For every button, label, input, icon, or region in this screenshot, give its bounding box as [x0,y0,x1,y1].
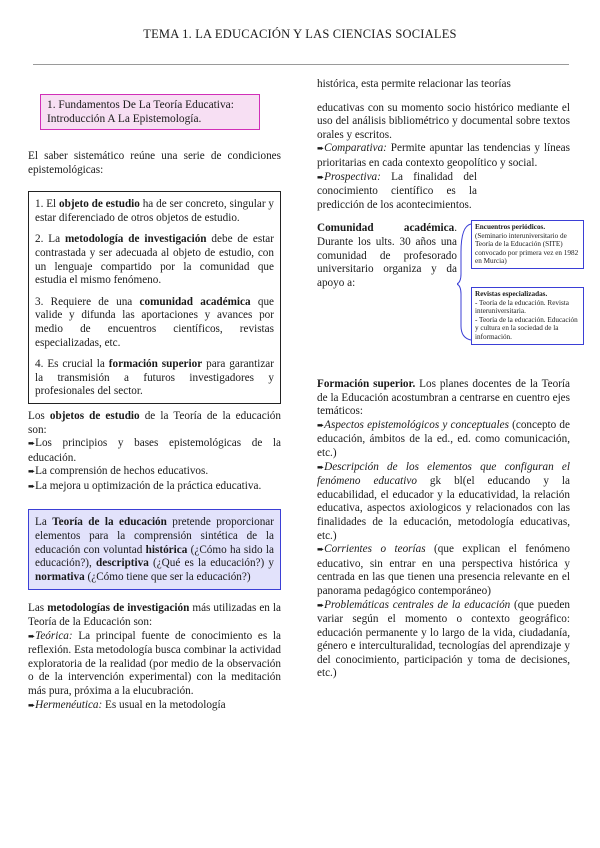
arrow-bullet-icon: ➨ [28,467,36,478]
arrow-bullet-icon: ➨ [28,439,36,450]
eje-item-1: ➨Aspectos epistemológicos y conceptuales (concepto de educación, ámbitos de la ed., ed. como comunicación, etc.) [317,418,570,459]
callout-encuentros-text: (Seminario interuniversitario de Teoría de la Educación (SITE) convocado por primera vez en 1982 en Murcia) [475,231,579,266]
teoria-box [28,509,281,590]
formacion-paragraph: Formación superior. Los planes docentes de la Teoría de la Educación acostumbran a centrarse en cuentro ejes temáticos: [317,378,570,418]
objeto-item-2: ➨La comprensión de hechos educativos. [28,465,209,478]
arrow-bullet-icon: ➨ [317,172,325,183]
intro-paragraph: El saber sistemático reúne una serie de condiciones epistemológicas: [28,150,281,176]
header-divider [33,64,569,65]
metodo-prospectiva: ➨Prospectiva: La finalidad del conocimiento científico es la predicción de los acontecimientos. [317,170,477,211]
page-header: TEMA 1. LA EDUCACIÓN Y LAS CIENCIAS SOCIALES [143,27,457,41]
arrow-bullet-icon: ➨ [317,144,325,155]
condition-3: 3. Requiere de una comunidad académica que valide y difunda las aportaciones y avances por medio de encuentros científicos, revistas especializadas, etc. [35,295,275,349]
metodologias-heading: Las metodologías de investigación más utilizadas en la Teoría de la Educación son: [28,602,281,629]
arrow-bullet-icon: ➨ [317,600,325,611]
left-column [28,94,281,713]
callout-encuentros [471,220,584,269]
arrow-bullet-icon: ➨ [317,545,325,556]
callout-revistas-item: - Teoría de la educación. Revista interuniversitaria. [475,298,569,316]
metodo-comparativa: ➨Comparativa: Permite apuntar las tendencias y líneas prioritarias en cada contexto geopolítico y social. [317,142,570,169]
arrow-bullet-icon: ➨ [317,420,325,431]
metodo-hermeneutica: ➨Hermenéutica: Es usual en la metodología [28,698,226,711]
objeto-item-3: ➨La mejora u optimización de la práctica educativa. [28,479,262,492]
continuation-line: histórica, esta permite relacionar las teorías [317,78,511,90]
arrow-bullet-icon: ➨ [28,631,36,642]
metodo-teorica: ➨Teórica: La principal fuente de conocimiento es la reflexión. Esta metodología busca combinar la actividad exploratoria de la realidad (por medio de la observación o de la intervención experimental) con la meditación más pura, próxima a la elucubración. [28,629,281,697]
section-title-box [40,94,260,130]
objetos-heading: Los objetos de estudio de la Teoría de la educación son: [28,409,281,436]
conditions-box [28,191,281,404]
callout-group [471,220,584,345]
section-title: 1. Fundamentos De La Teoría Educativa: Introducción A La Epistemología. [47,99,234,125]
formacion-section [317,378,570,681]
comunidad-paragraph: Comunidad académica. Durante los ults. 30 años una comunidad de profesorado universitario organiza y da apoyo a: [317,222,457,289]
arrow-bullet-icon: ➨ [28,481,36,492]
eje-item-4: ➨Problemáticas centrales de la educación (que pueden variar según el momento o contexto geográfico: educación permanente y lo largo de la vida, ciudadanía, género e interculturalidad, tecnologías del aprendizaje y del conocimiento, participación y toma de decisiones, etc.) [317,598,570,680]
arrow-bullet-icon: ➨ [28,700,36,711]
condition-1: 1. El objeto de estudio ha de ser concreto, singular y estar diferenciado de otros objetos de estudio. [35,198,274,224]
objeto-item-1: ➨Los principios y bases epistemológicas de la educación. [28,437,281,464]
eje-item-2: ➨Descripción de los elementos que configuran el fenómeno educativo gk bl(el educando y la educabilidad, el educador y la educatividad, la relación educativa, aspectos axiologicos y relacionados con las finalidades de la educación, metodología educativas, etc.) [317,460,570,542]
arrow-bullet-icon: ➨ [317,462,325,473]
callout-revistas-title: Revistas especializadas. [475,289,548,298]
continuation-paragraph: educativas con su momento socio histórico mediante el uso del análisis bibliométrico y documental sobre textos orales y escritos. [317,101,570,141]
callout-encuentros-title: Encuentros periódicos. [475,223,546,231]
callout-revistas [471,287,584,345]
condition-4: 4. Es crucial la formación superior para garantizar la transmisión a futuros investigadores y profesionales del sector. [35,358,274,398]
condition-2: 2. La metodología de investigación debe de estar contrastada y ser adecuada al objeto de estudio, con un lenguaje compartido por la comunidad que estudia el mismo fenómeno. [35,233,274,287]
teoria-paragraph: La Teoría de la educación pretende proporcionar elementos para la comprensión sintética de la educación con voluntad histórica (¿Cómo ha sido la educación?), descriptiva (¿Qué es la educación?) y normativa (¿Cómo tiene que ser la educación?) [35,516,274,583]
eje-item-3: ➨Corrientes o teorías (que explican el fenómeno educativo, sin entrar en una perspectiva histórica y centrada en las que tienen una presencia relevante en el panorama pedagógico contemporáneo) [317,543,570,597]
callout-revistas-item: - Teoría de la educación. Educación y cultura en la sociedad de la información. [475,315,578,341]
